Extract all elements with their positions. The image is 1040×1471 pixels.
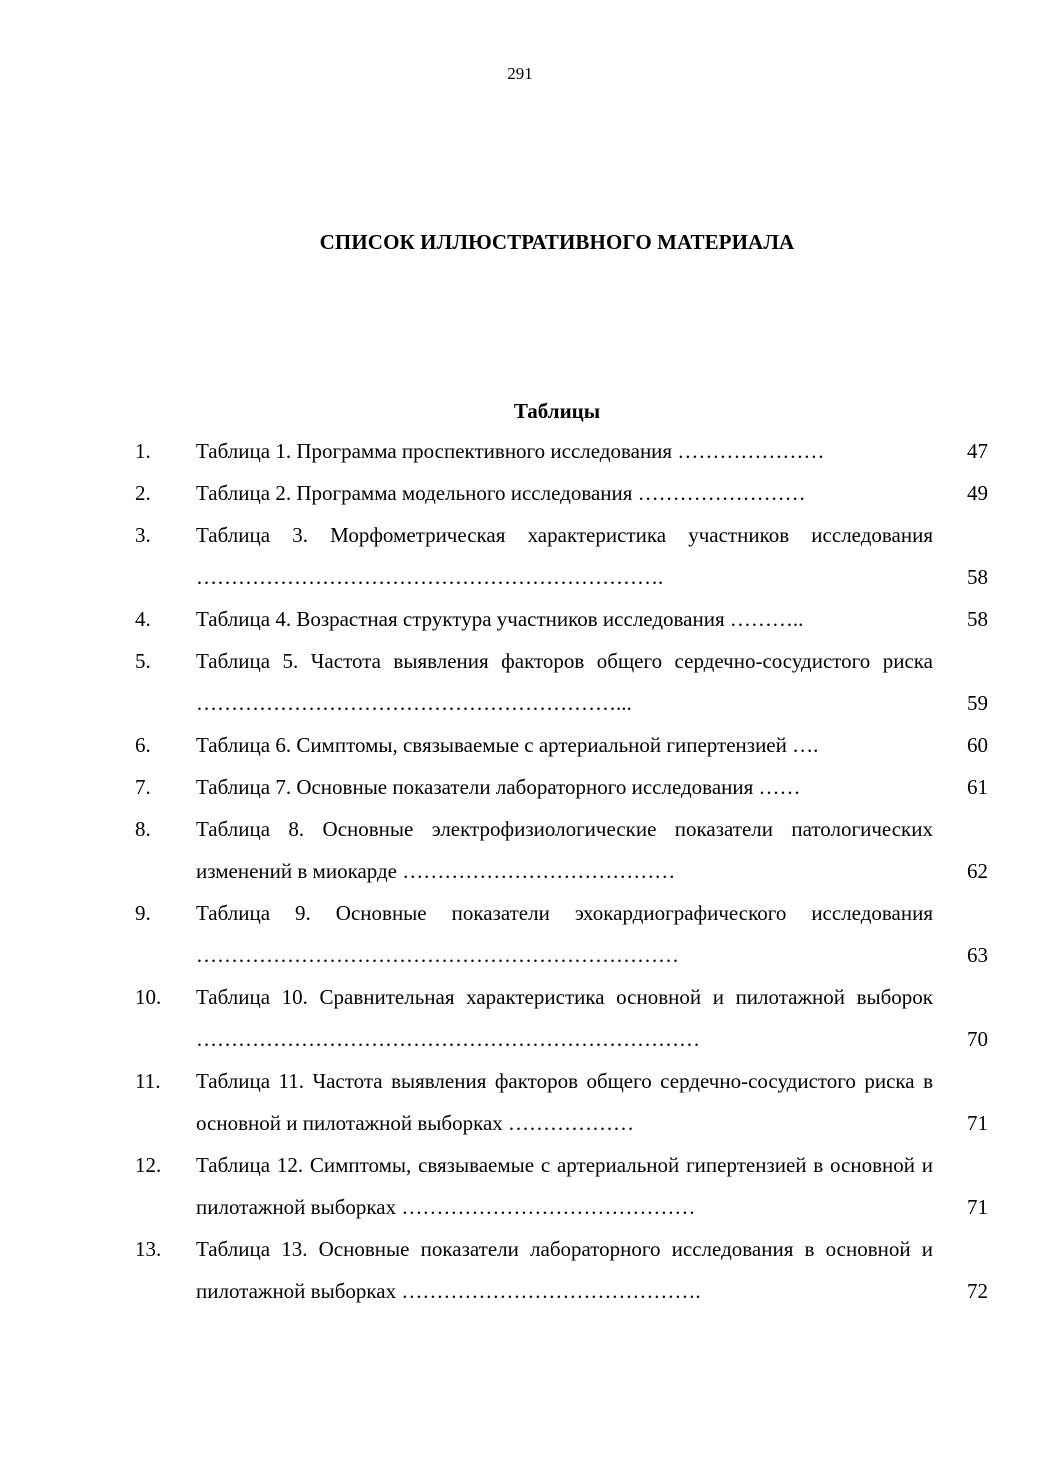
entry-number: 4. bbox=[135, 607, 151, 631]
entry-page: 61 bbox=[967, 775, 988, 799]
entry-text: Таблица 1. Программа проспективного исследования ………………… bbox=[196, 439, 825, 463]
entry-page: 60 bbox=[967, 733, 988, 757]
list-item bbox=[0, 640, 1040, 724]
entry-text: Таблица 12. Симптомы, связываемые с артериальной гипертензией в основной и пилотажной выборках …………………………………… bbox=[196, 1153, 933, 1219]
entry-page: 59 bbox=[967, 691, 988, 715]
entry-number: 1. bbox=[135, 439, 151, 463]
entry-page: 72 bbox=[967, 1279, 988, 1303]
entry-text: Таблица 13. Основные показатели лабораторного исследования в основной и пилотажной выборках ……………………………………. bbox=[196, 1237, 933, 1303]
entry-page: 58 bbox=[967, 607, 988, 631]
entry-text: Таблица 8. Основные электрофизиологические показатели патологических изменений в миокарде ………………………………… bbox=[196, 817, 933, 883]
entry-number: 9. bbox=[135, 901, 151, 925]
entry-text: Таблица 4. Возрастная структура участников исследования ……….. bbox=[196, 607, 804, 631]
page-number: 291 bbox=[507, 64, 533, 83]
entry-text: Таблица 10. Сравнительная характеристика основной и пилотажной выборок ……………………………………………………………… bbox=[196, 985, 933, 1051]
entry-text: Таблица 9. Основные показатели эхокардиографического исследования …………………………………………………………… bbox=[196, 901, 933, 967]
entry-number: 5. bbox=[135, 649, 151, 673]
entry-number: 3. bbox=[135, 523, 151, 547]
entry-page: 49 bbox=[967, 481, 988, 505]
entry-text: Таблица 2. Программа модельного исследования …………………… bbox=[196, 481, 806, 505]
list-item bbox=[0, 1144, 1040, 1228]
list-item bbox=[0, 892, 1040, 976]
list-item bbox=[0, 1060, 1040, 1144]
entry-text: Таблица 7. Основные показатели лабораторного исследования …… bbox=[196, 775, 801, 799]
entry-number: 13. bbox=[135, 1237, 162, 1261]
entry-page: 47 bbox=[967, 439, 988, 463]
entry-page: 70 bbox=[967, 1027, 988, 1051]
list-item bbox=[0, 598, 1040, 640]
entry-number: 7. bbox=[135, 775, 151, 799]
entry-text: Таблица 5. Частота выявления факторов общего сердечно-сосудистого риска ……………………………………………………... bbox=[196, 649, 933, 715]
entry-number: 10. bbox=[135, 985, 162, 1009]
list-item bbox=[0, 430, 1040, 472]
section-title: Таблицы bbox=[513, 399, 601, 423]
entry-page: 63 bbox=[967, 943, 988, 967]
list-item bbox=[0, 724, 1040, 766]
list-item bbox=[0, 514, 1040, 598]
entry-number: 12. bbox=[135, 1153, 162, 1177]
entry-number: 11. bbox=[135, 1069, 161, 1093]
entry-text: Таблица 3. Морфометрическая характеристика участников исследования …………………………………………………………. bbox=[196, 523, 933, 589]
entry-number: 8. bbox=[135, 817, 151, 841]
entry-number: 2. bbox=[135, 481, 151, 505]
list-item bbox=[0, 766, 1040, 808]
entry-page: 58 bbox=[967, 565, 988, 589]
entry-text: Таблица 6. Симптомы, связываемые с артериальной гипертензией …. bbox=[196, 733, 819, 757]
entry-page: 71 bbox=[967, 1195, 988, 1219]
list-item bbox=[0, 1228, 1040, 1312]
list-item bbox=[0, 808, 1040, 892]
entry-text: Таблица 11. Частота выявления факторов общего сердечно-сосудистого риска в основной и пилотажной выборках ……………… bbox=[196, 1069, 933, 1135]
list-item bbox=[0, 472, 1040, 514]
entry-page: 71 bbox=[967, 1111, 988, 1135]
entries-list bbox=[0, 430, 1040, 1312]
entry-page: 62 bbox=[967, 859, 988, 883]
entry-number: 6. bbox=[135, 733, 151, 757]
list-item bbox=[0, 976, 1040, 1060]
document-title: СПИСОК ИЛЛЮСТРАТИВНОГО МАТЕРИАЛА bbox=[319, 230, 795, 254]
